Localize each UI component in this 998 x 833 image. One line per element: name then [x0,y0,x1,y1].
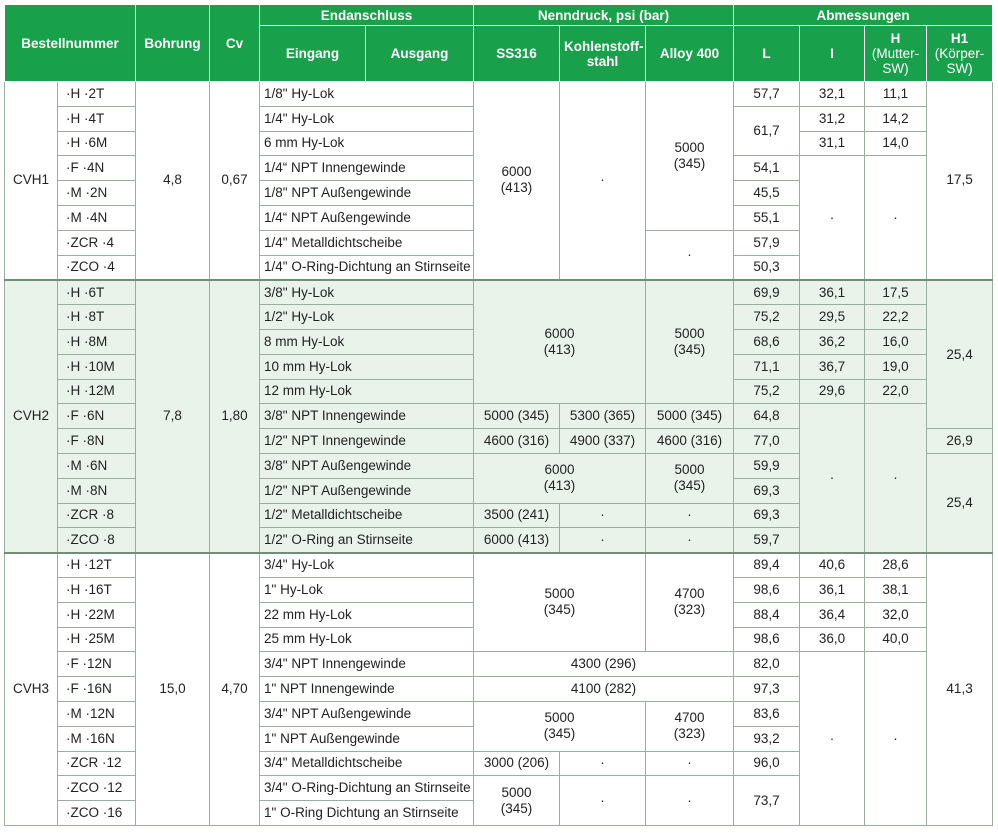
pressure-ss316 [474,776,560,826]
pressure-kohlenstoff: · [560,82,646,280]
model-name: CVH3 [5,553,58,826]
pressure-ss316-kohlenstoff [474,453,646,503]
table-row [5,280,993,305]
dim-i: 36,0 [800,627,865,652]
order-code: ·H ·22M [58,602,136,627]
end-connection: 6 mm Hy-Lok [260,131,474,156]
header-l: L [734,26,800,82]
pressure-alloy400 [646,82,734,231]
dim-l: 77,0 [734,429,800,454]
order-code: ·H ·12T [58,553,136,578]
header-h-sub2: SW) [882,61,909,76]
dim-h: 19,0 [865,354,927,379]
group-cvh2 [5,280,993,553]
order-code: ·H ·10M [58,354,136,379]
pressure-bar: (413) [500,180,533,196]
end-connection: 1/8" NPT Außengewinde [260,181,474,206]
dim-h: 11,1 [865,82,927,107]
group-cvh3 [5,553,993,826]
end-connection: 3/8" NPT Innengewinde [260,404,474,429]
pressure-psi: 6000 [544,326,575,342]
pressure-psi: 6000 [501,164,532,180]
dim-h: 22,2 [865,305,927,330]
pressure-kohlenstoff: · [560,751,646,776]
dim-l: 75,2 [734,379,800,404]
header-eingang: Eingang [260,26,366,82]
header-alloy400: Alloy 400 [646,26,734,82]
dim-h: · [865,156,927,280]
dim-l: 93,2 [734,726,800,751]
header-h1-label: H1 [950,31,969,46]
pressure-kohlenstoff: · [560,528,646,553]
pressure-psi: 6000 [544,462,575,478]
table-row [5,82,993,107]
header-cv: Cv [210,5,260,82]
pressure-ss316-kohlenstoff [474,553,646,652]
order-code: ·M ·2N [58,181,136,206]
end-connection: 1/4" Metalldichtscheibe [260,230,474,255]
order-code: ·H ·4T [58,106,136,131]
pressure-bar: (413) [543,478,576,494]
end-connection: 1" O-Ring Dichtung an Stirnseite [260,801,474,826]
order-code: ·ZCR ·12 [58,751,136,776]
dim-l: 59,7 [734,528,800,553]
order-code: ·ZCR ·8 [58,503,136,528]
pressure-alloy400 [646,553,734,652]
dim-h: · [865,404,927,553]
dim-h1: 26,9 [927,429,993,454]
pressure-ss316-kohlenstoff [474,280,646,404]
dim-h: 14,2 [865,106,927,131]
end-connection: 1/4“ NPT Außengewinde [260,205,474,230]
end-connection: 25 mm Hy-Lok [260,627,474,652]
dim-h: 28,6 [865,553,927,578]
order-code: ·M ·8N [58,478,136,503]
pressure-alloy400: · [646,503,734,528]
dim-l: 82,0 [734,652,800,677]
end-connection: 10 mm Hy-Lok [260,354,474,379]
dim-i: 36,1 [800,280,865,305]
pressure-psi: 5000 [501,784,532,800]
header-abmessungen: Abmessungen [734,5,993,26]
pressure-alloy400 [646,701,734,751]
pressure-ss316: 3500 (241) [474,503,560,528]
pressure-all-materials: 4300 (296) [474,652,734,677]
end-connection: 3/4" Hy-Lok [260,553,474,578]
dim-h: 14,0 [865,131,927,156]
order-code: ·M ·16N [58,726,136,751]
order-code: ·F ·6N [58,404,136,429]
dim-l: 73,7 [734,776,800,826]
pressure-psi: 5000 [544,586,575,602]
dim-l: 98,6 [734,627,800,652]
pressure-psi: 4700 [674,586,705,602]
pressure-kohlenstoff: · [560,503,646,528]
dim-i: · [800,652,865,826]
pressure-bar: (323) [673,602,706,618]
pressure-psi: 5000 [544,710,575,726]
header-h-sub1: (Mutter- [871,46,920,61]
dim-h1: 41,3 [927,553,993,826]
pressure-bar: (345) [673,155,706,171]
dim-l: 64,8 [734,404,800,429]
end-connection: 3/8" Hy-Lok [260,280,474,305]
end-connection: 1/2" Metalldichtscheibe [260,503,474,528]
table-row [5,553,993,578]
header-nenndruck: Nenndruck, psi (bar) [474,5,734,26]
dim-l: 57,9 [734,230,800,255]
order-code: ·ZCR ·4 [58,230,136,255]
dim-i: 31,1 [800,131,865,156]
end-connection: 12 mm Hy-Lok [260,379,474,404]
end-connection: 1/4" O-Ring-Dichtung an Stirnseite [260,255,474,280]
pressure-kohlenstoff: 5300 (365) [560,404,646,429]
pressure-bar: (345) [543,602,576,618]
pressure-alloy400: · [646,528,734,553]
dim-l: 61,7 [734,106,800,156]
pressure-bar: (345) [500,800,533,816]
end-connection: 1/2" NPT Innengewinde [260,429,474,454]
end-connection: 3/4" O-Ring-Dichtung an Stirnseite [260,776,474,801]
end-connection: 3/8" NPT Außengewinde [260,453,474,478]
dim-h: 22,0 [865,379,927,404]
end-connection: 1/2" O-Ring an Stirnseite [260,528,474,553]
end-connection: 1" NPT Außengewinde [260,726,474,751]
order-code: ·ZCO ·4 [58,255,136,280]
header-h1-sub2: SW) [946,61,973,76]
dim-l: 59,9 [734,453,800,478]
dim-l: 54,1 [734,156,800,181]
header-ss316: SS316 [474,26,560,82]
header-h [865,26,927,82]
order-code: ·M ·12N [58,701,136,726]
dim-i: 36,4 [800,602,865,627]
dim-l: 83,6 [734,701,800,726]
header-h1-sub1: (Körper- [934,46,985,61]
order-code: ·M ·6N [58,453,136,478]
dim-i: 29,6 [800,379,865,404]
pressure-alloy400: · [646,751,734,776]
dim-l: 89,4 [734,553,800,578]
dim-i: 36,7 [800,354,865,379]
dim-i: 40,6 [800,553,865,578]
pressure-bar: (345) [673,342,706,358]
dim-l: 68,6 [734,329,800,354]
dim-h1: 25,4 [927,280,993,429]
cv-value: 1,80 [210,280,260,553]
pressure-ss316-kohlenstoff [474,701,646,751]
pressure-bar: (345) [543,726,576,742]
dim-l: 88,4 [734,602,800,627]
dim-i: 29,5 [800,305,865,330]
pressure-alloy400: 4600 (316) [646,429,734,454]
pressure-ss316 [474,82,560,280]
end-connection: 1/4" Hy-Lok [260,106,474,131]
pressure-kohlenstoff: 4900 (337) [560,429,646,454]
dim-h1: 17,5 [927,82,993,280]
pressure-ss316: 6000 (413) [474,528,560,553]
end-connection: 1/4“ NPT Innengewinde [260,156,474,181]
model-name: CVH1 [5,82,58,280]
dim-l: 98,6 [734,577,800,602]
header-kohlenstoff-line2: stahl [586,53,619,69]
order-code: ·H ·8M [58,329,136,354]
specification-table [4,4,993,826]
order-code: ·F ·12N [58,652,136,677]
end-connection: 1/8" Hy-Lok [260,82,474,107]
end-connection: 22 mm Hy-Lok [260,602,474,627]
end-connection: 3/4" NPT Innengewinde [260,652,474,677]
pressure-alloy400 [646,280,734,404]
order-code: ·H ·16T [58,577,136,602]
bohrung-value: 15,0 [136,553,210,826]
dim-l: 50,3 [734,255,800,280]
end-connection: 1" Hy-Lok [260,577,474,602]
dim-h: 38,1 [865,577,927,602]
order-code: ·H ·8T [58,305,136,330]
dim-i: · [800,156,865,280]
dim-h: 40,0 [865,627,927,652]
pressure-psi: 5000 [674,326,705,342]
order-code: ·H ·12M [58,379,136,404]
end-connection: 1" NPT Innengewinde [260,677,474,702]
header-endanschluss: Endanschluss [260,5,474,26]
bohrung-value: 7,8 [136,280,210,553]
dim-h: 17,5 [865,280,927,305]
order-code: ·H ·25M [58,627,136,652]
pressure-bar: (413) [543,342,576,358]
order-code: ·ZCO ·8 [58,528,136,553]
dim-i: 32,1 [800,82,865,107]
dim-l: 71,1 [734,354,800,379]
header-ausgang: Ausgang [366,26,474,82]
header-kohlenstoffstahl [560,26,646,82]
pressure-alloy400: · [646,230,734,280]
dim-h1: 25,4 [927,453,993,552]
cv-value: 0,67 [210,82,260,280]
pressure-bar: (323) [673,726,706,742]
end-connection: 1/2" Hy-Lok [260,305,474,330]
dim-h: 32,0 [865,602,927,627]
dim-h: · [865,652,927,826]
order-code: ·ZCO ·12 [58,776,136,801]
dim-l: 69,3 [734,503,800,528]
dim-l: 45,5 [734,181,800,206]
model-name: CVH2 [5,280,58,553]
pressure-ss316: 4600 (316) [474,429,560,454]
pressure-kohlenstoff: · [560,776,646,826]
header-i: I [800,26,865,82]
end-connection: 3/4" Metalldichtscheibe [260,751,474,776]
order-code: ·M ·4N [58,205,136,230]
dim-l: 75,2 [734,305,800,330]
pressure-alloy400: 5000 (345) [646,404,734,429]
end-connection: 8 mm Hy-Lok [260,329,474,354]
dim-i: · [800,404,865,553]
header-kohlenstoff-line1: Kohlenstoff- [564,38,644,54]
dim-i: 36,2 [800,329,865,354]
end-connection: 3/4" NPT Außengewinde [260,701,474,726]
pressure-alloy400 [646,453,734,503]
dim-l: 69,9 [734,280,800,305]
order-code: ·F ·8N [58,429,136,454]
header-h-label: H [890,31,901,46]
bohrung-value: 4,8 [136,82,210,280]
dim-l: 57,7 [734,82,800,107]
order-code: ·F ·16N [58,677,136,702]
pressure-alloy400: · [646,776,734,826]
order-code: ·H ·2T [58,82,136,107]
pressure-bar: (345) [673,478,706,494]
order-code: ·H ·6T [58,280,136,305]
pressure-psi: 5000 [674,462,705,478]
header-h1 [927,26,993,82]
order-code: ·ZCO ·16 [58,801,136,826]
dim-l: 96,0 [734,751,800,776]
dim-h: 16,0 [865,329,927,354]
dim-l: 97,3 [734,677,800,702]
dim-i: 36,1 [800,577,865,602]
header-bohrung: Bohrung [136,5,210,82]
header-bestellnummer: Bestellnummer [5,5,136,82]
dim-l: 55,1 [734,205,800,230]
pressure-ss316: 5000 (345) [474,404,560,429]
order-code: ·F ·4N [58,156,136,181]
pressure-ss316: 3000 (206) [474,751,560,776]
end-connection: 1/2" NPT Außengewinde [260,478,474,503]
table-header [5,5,993,82]
group-cvh1 [5,82,993,280]
pressure-all-materials: 4100 (282) [474,677,734,702]
dim-i: 31,2 [800,106,865,131]
order-code: ·H ·6M [58,131,136,156]
pressure-psi: 5000 [674,139,705,155]
pressure-psi: 4700 [674,710,705,726]
cv-value: 4,70 [210,553,260,826]
dim-l: 69,3 [734,478,800,503]
